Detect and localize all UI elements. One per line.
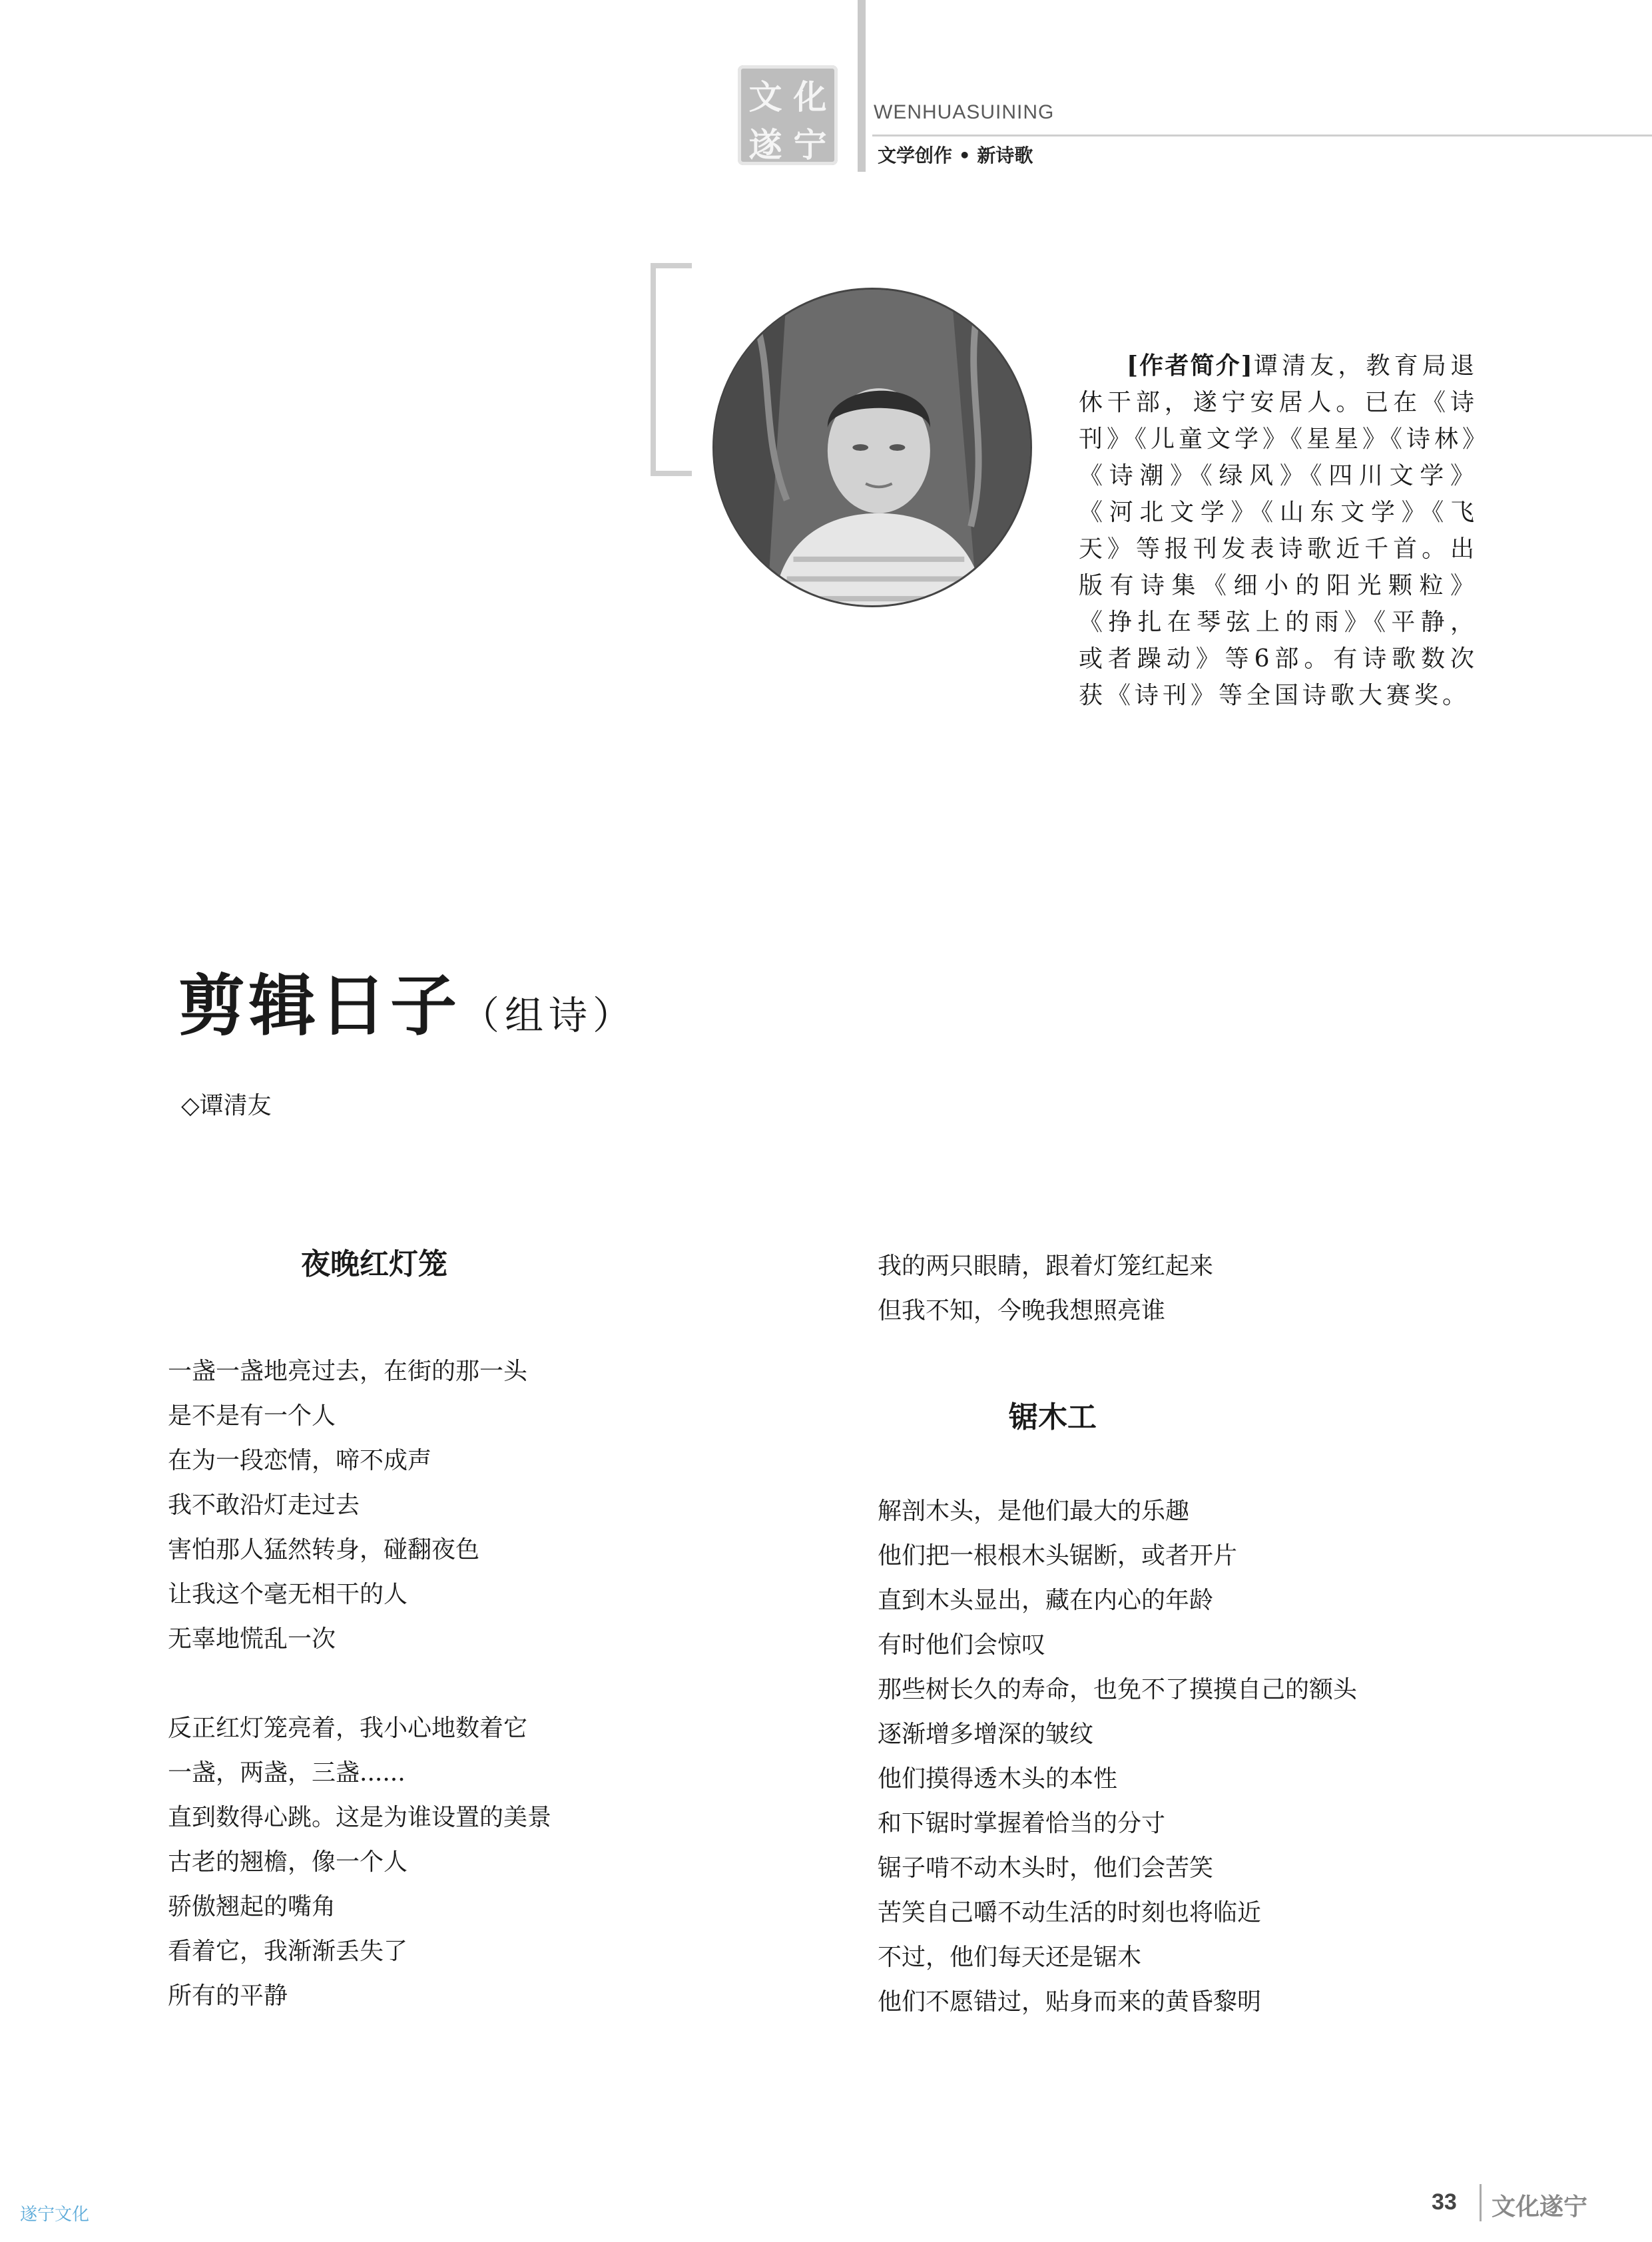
poem1-continued xyxy=(878,1244,1213,1333)
poem-line: 古老的翘檐，像一个人 xyxy=(168,1848,408,1876)
stanza-break xyxy=(168,1661,551,1706)
poem-line: 有时他们会惊叹 xyxy=(878,1631,1046,1659)
header-vertical-rule xyxy=(858,0,866,172)
seal-char: 宁 xyxy=(793,125,827,164)
author-bio-text: 谭清友，教育局退休干部，遂宁安居人。已在《诗刊》《儿童文学》《星星》《诗林》《诗潮》《绿风》《四川文学》《河北文学》《山东文学》《飞天》等报刊发表诗歌近千首。出版有诗集《细小的阳光颗粒》《挣扎在琴弦上的雨》《平静，或者躁动》等6部。有诗歌数次获《诗刊》等全国诗歌大赛奖。 xyxy=(1079,352,1479,709)
poem-line: 和下锯时掌握着恰当的分寸 xyxy=(878,1810,1166,1837)
poem-line: 无辜地慌乱一次 xyxy=(168,1625,336,1653)
seal-char: 遂 xyxy=(748,125,782,164)
article-title-main: 剪辑日子 xyxy=(178,966,461,1045)
poem-line: 不过，他们每天还是锯木 xyxy=(878,1944,1142,1971)
poem-line: 他们不愿错过，贴身而来的黄昏黎明 xyxy=(878,1988,1262,2016)
poem-line: 反正红灯笼亮着，我小心地数着它 xyxy=(168,1715,528,1742)
poem-line: 他们把一根根木头锯断，或者开片 xyxy=(878,1542,1238,1569)
poem-line: 害怕那人猛然转身，碰翻夜色 xyxy=(168,1536,480,1563)
poem-line: 解剖木头，是他们最大的乐趣 xyxy=(878,1498,1190,1525)
page-number: 33 xyxy=(1432,2189,1457,2215)
poem-line: 骄傲翘起的嘴角 xyxy=(168,1893,336,1920)
poem-line: 一盏，两盏，三盏...... xyxy=(168,1759,406,1787)
poem-line: 在为一段恋情，啼不成声 xyxy=(168,1447,432,1474)
magazine-seal-logo xyxy=(738,65,838,165)
author-portrait xyxy=(712,288,1032,607)
poem-line: 看着它，我渐渐丢失了 xyxy=(168,1938,408,1965)
magazine-brand-name: WENHUASUINING xyxy=(874,101,1055,123)
portrait-figure-image xyxy=(714,290,1030,605)
author-bio xyxy=(1079,348,1478,714)
footer-logo: 文化遂宁 xyxy=(1492,2193,1588,2221)
poem-line: 直到木头显出，藏在内心的年龄 xyxy=(878,1587,1214,1614)
poem-line: 他们摸得透木头的本性 xyxy=(878,1765,1118,1793)
article-subtitle: （组诗） xyxy=(461,993,637,1038)
poem-line: 我不敢沿灯走过去 xyxy=(168,1492,360,1519)
seal-char: 化 xyxy=(793,77,827,117)
section-label: 文学创作 • 新诗歌 xyxy=(878,144,1033,166)
poem-line: 让我这个毫无相干的人 xyxy=(168,1581,408,1608)
poem1-body xyxy=(168,1349,551,2018)
footer-separator xyxy=(1480,2184,1482,2221)
decorative-bracket xyxy=(648,263,694,476)
poem-line: 所有的平静 xyxy=(168,1982,288,2010)
seal-char: 文 xyxy=(748,77,782,117)
poem-line: 是不是有一个人 xyxy=(168,1402,336,1430)
article-title xyxy=(178,952,637,1048)
poem-line: 锯子啃不动木头时，他们会苦笑 xyxy=(878,1854,1214,1882)
poem2-body xyxy=(878,1489,1357,2024)
poem-title-red-lantern: 夜晚红灯笼 xyxy=(301,1247,447,1281)
article-byline: ◇谭清友 xyxy=(181,1092,272,1119)
poem-line: 一盏一盏地亮过去，在街的那一头 xyxy=(168,1358,528,1385)
poem-line: 直到数得心跳。这是为谁设置的美景 xyxy=(168,1804,552,1831)
poem-line: 那些树长久的寿命，也免不了摸摸自己的额头 xyxy=(878,1676,1358,1703)
header-horizontal-rule xyxy=(872,135,1652,137)
watermark: 遂宁文化 xyxy=(20,2205,90,2225)
poem-line: 我的两只眼睛，跟着灯笼红起来 xyxy=(878,1253,1214,1280)
poem-title-sawyer: 锯木工 xyxy=(1009,1400,1097,1434)
poem-line: 苦笑自己嚼不动生活的时刻也将临近 xyxy=(878,1899,1262,1926)
poem-line: 但我不知，今晚我想照亮谁 xyxy=(878,1297,1166,1324)
poem-line: 逐渐增多增深的皱纹 xyxy=(878,1721,1094,1748)
author-bio-label: [作者简介] xyxy=(1127,352,1254,380)
